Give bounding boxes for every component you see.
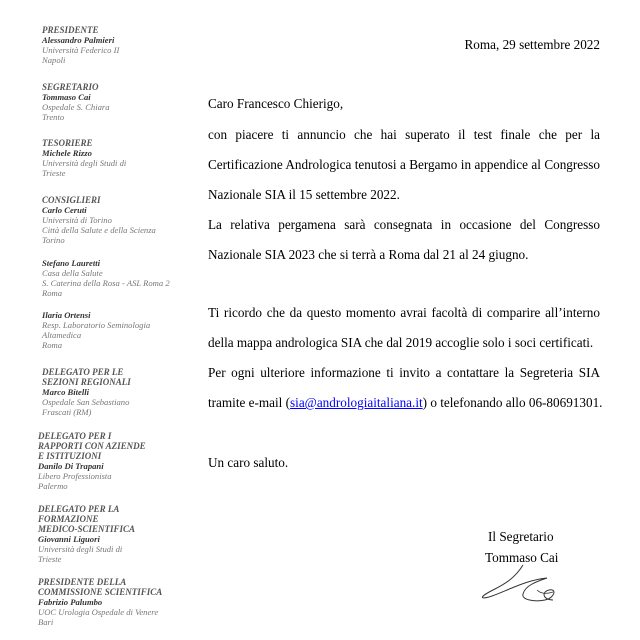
member-role: TESORIERE bbox=[42, 138, 93, 148]
member-affiliation: Resp. Laboratorio Seminologia bbox=[42, 320, 151, 330]
member-affiliation: Palermo bbox=[38, 481, 68, 491]
member-affiliation: Città della Salute e della Scienza bbox=[42, 225, 156, 235]
body-line: della mappa andrologica SIA che dal 2019 accoglie solo i soci certificati. bbox=[208, 335, 594, 350]
signature-name: Tommaso Cai bbox=[485, 550, 559, 565]
body-line: Certificazione Andrologica tenutosi a Bergamo in appendice al Congresso bbox=[208, 157, 600, 172]
member-affiliation: Roma bbox=[42, 288, 63, 298]
signature-title: Il Segretario bbox=[488, 529, 554, 544]
member-name: Carlo Ceruti bbox=[42, 205, 87, 215]
member-role: RAPPORTI CON AZIENDE bbox=[38, 441, 146, 451]
member-role: DELEGATO PER I bbox=[38, 431, 112, 441]
member-affiliation: Frascati (RM) bbox=[42, 407, 92, 417]
board-member bbox=[42, 195, 156, 245]
letter-date: Roma, 29 settembre 2022 bbox=[464, 37, 600, 52]
member-affiliation: Roma bbox=[42, 340, 63, 350]
contact-suffix: ) o telefonando allo 06-80691301. bbox=[422, 395, 603, 410]
board-member bbox=[42, 258, 170, 298]
member-affiliation: Università degli Studi di bbox=[42, 158, 127, 168]
member-name: Marco Bitelli bbox=[42, 387, 90, 397]
member-affiliation: S. Caterina della Rosa - ASL Roma 2 bbox=[42, 278, 170, 288]
member-name: Fabrizio Palumbo bbox=[38, 597, 103, 607]
salutation: Caro Francesco Chierigo, bbox=[208, 96, 344, 111]
member-affiliation: Ospedale San Sebastiano bbox=[42, 397, 130, 407]
member-affiliation: Napoli bbox=[42, 55, 66, 65]
member-affiliation: Torino bbox=[42, 235, 65, 245]
member-role: FORMAZIONE bbox=[38, 514, 99, 524]
board-member bbox=[42, 367, 131, 417]
board-member bbox=[42, 82, 110, 122]
member-role: CONSIGLIERI bbox=[42, 195, 101, 205]
member-name: Michele Rizzo bbox=[42, 148, 92, 158]
member-role: PRESIDENTE DELLA bbox=[38, 577, 127, 587]
body-line: con piacere ti annuncio che hai superato il test finale che per la bbox=[208, 127, 600, 142]
member-role: DELEGATO PER LA bbox=[38, 504, 120, 514]
email-link[interactable]: sia@andrologiaitaliana.it bbox=[290, 395, 423, 410]
member-affiliation: UOC Urologia Ospedale di Venere bbox=[38, 607, 159, 617]
member-role: E ISTITUZIONI bbox=[38, 451, 102, 461]
body-line: La relativa pergamena sarà consegnata in occasione del Congresso bbox=[208, 217, 600, 232]
body-line: Per ogni ulteriore informazione ti invito a contattare la Segreteria SIA bbox=[208, 365, 600, 380]
member-affiliation: Università di Torino bbox=[42, 215, 112, 225]
contact-line bbox=[208, 395, 603, 411]
member-name: Stefano Lauretti bbox=[42, 258, 101, 268]
member-affiliation: Ospedale S. Chiara bbox=[42, 102, 110, 112]
member-affiliation: Casa della Salute bbox=[42, 268, 103, 278]
member-affiliation: Trento bbox=[42, 112, 65, 122]
member-affiliation: Trieste bbox=[42, 168, 66, 178]
member-name: Giovanni Liguori bbox=[38, 534, 100, 544]
member-name: Danilo Di Trapani bbox=[38, 461, 104, 471]
handwritten-signature bbox=[475, 560, 565, 608]
member-name: Alessandro Palmieri bbox=[42, 35, 115, 45]
board-member bbox=[38, 431, 146, 491]
board-member bbox=[38, 577, 162, 627]
member-affiliation: Libero Professionista bbox=[38, 471, 112, 481]
member-name: Tommaso Cai bbox=[42, 92, 91, 102]
board-member bbox=[38, 504, 135, 564]
body-line: Nazionale SIA il 15 settembre 2022. bbox=[208, 187, 400, 202]
body-line: Nazionale SIA 2023 che si terrà a Roma dal 21 al 24 giugno. bbox=[208, 247, 529, 262]
member-affiliation: Trieste bbox=[38, 554, 62, 564]
member-role: SEZIONI REGIONALI bbox=[42, 377, 131, 387]
member-role: COMMISSIONE SCIENTIFICA bbox=[38, 587, 163, 597]
member-affiliation: Università degli Studi di bbox=[38, 544, 123, 554]
member-role: PRESIDENTE bbox=[42, 25, 99, 35]
member-role: DELEGATO PER LE bbox=[42, 367, 124, 377]
member-affiliation: Università Federico II bbox=[42, 45, 120, 55]
contact-prefix: tramite e-mail ( bbox=[208, 395, 291, 410]
member-role: SEGRETARIO bbox=[42, 82, 99, 92]
board-member bbox=[42, 138, 126, 178]
member-affiliation: Altamedica bbox=[42, 330, 82, 340]
body-line: Ti ricordo che da questo momento avrai facoltà di comparire all’interno bbox=[208, 305, 600, 320]
member-role: MEDICO-SCIENTIFICA bbox=[38, 524, 136, 534]
board-member bbox=[42, 25, 119, 65]
closing: Un caro saluto. bbox=[208, 455, 289, 470]
member-affiliation: Bari bbox=[38, 617, 54, 627]
board-member bbox=[42, 310, 150, 350]
member-name: Ilaria Ortensi bbox=[42, 310, 91, 320]
